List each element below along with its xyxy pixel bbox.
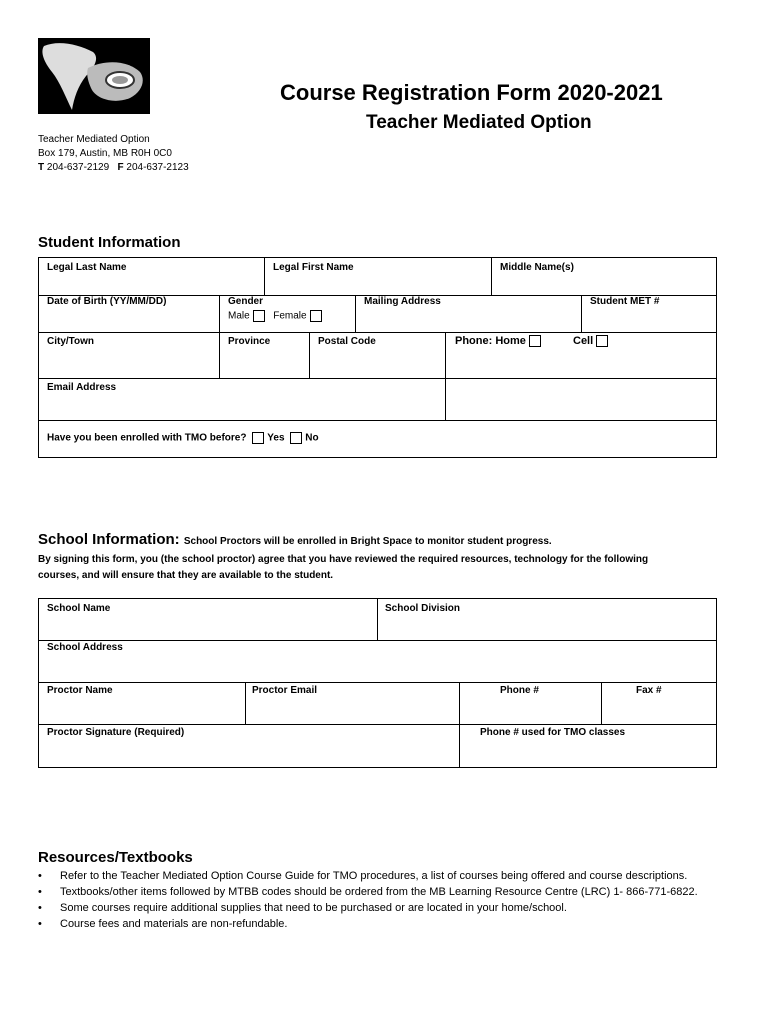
proctor-phone-field[interactable]: Phone # xyxy=(500,685,539,696)
school-section-heading xyxy=(38,531,552,548)
form-subtitle: Teacher Mediated Option xyxy=(366,112,592,133)
tmo-phone-field[interactable]: Phone # used for TMO classes xyxy=(480,727,626,738)
org-address: Box 179, Austin, MB R0H 0C0 xyxy=(38,148,172,159)
male-checkbox[interactable] xyxy=(253,310,265,322)
school-name-field[interactable]: School Name xyxy=(47,603,111,614)
org-phone: 204-637-2129 xyxy=(46,162,110,173)
gender-options xyxy=(228,310,325,322)
enrolled-question xyxy=(47,432,319,444)
enrolled-yes-checkbox[interactable] xyxy=(252,432,264,444)
list-item: • Some courses require additional supplies that need to be purchased or are located in your home/school. xyxy=(38,900,698,916)
resources-list xyxy=(38,868,698,932)
home-phone-checkbox[interactable] xyxy=(529,335,541,347)
school-address-field[interactable]: School Address xyxy=(47,642,123,653)
fax-prefix: F xyxy=(117,162,124,173)
org-contact xyxy=(38,162,189,173)
gender-label: Gender xyxy=(228,296,264,307)
dob-field[interactable]: Date of Birth (YY/MM/DD) xyxy=(47,296,167,307)
cell-phone-label: Cell xyxy=(573,335,594,347)
list-item: • Textbooks/other items followed by MTBB codes should be ordered from the MB Learning Resource Centre (LRC) 1- 866-771-6822. xyxy=(38,884,698,900)
list-item: • Refer to the Teacher Mediated Option Course Guide for TMO procedures, a list of courses being offered and course descriptions. xyxy=(38,868,698,884)
female-checkbox[interactable] xyxy=(310,310,322,322)
cell-phone-checkbox[interactable] xyxy=(596,335,608,347)
proctor-name-field[interactable]: Proctor Name xyxy=(47,685,113,696)
enrolled-yes-label: Yes xyxy=(267,432,285,444)
school-logo xyxy=(38,38,150,114)
legal-last-name-field[interactable]: Legal Last Name xyxy=(47,262,127,273)
proctor-agreement-line1: By signing this form, you (the school proctor) agree that you have reviewed the required resources, technology for the following xyxy=(38,554,649,565)
school-heading-note: School Proctors will be enrolled in Bright Space to monitor student progress. xyxy=(183,536,552,547)
cell-phone-field xyxy=(573,335,611,347)
org-fax: 204-637-2123 xyxy=(126,162,189,173)
form-title: Course Registration Form 2020-2021 xyxy=(280,80,663,105)
city-town-field[interactable]: City/Town xyxy=(47,336,95,347)
phone-prefix: T xyxy=(38,162,45,173)
province-field[interactable]: Province xyxy=(228,336,271,347)
email-address-field[interactable]: Email Address xyxy=(47,382,117,393)
proctor-agreement-line2: courses, and will ensure that they are available to the student. xyxy=(38,570,334,581)
home-phone-label: Phone: Home xyxy=(455,335,526,347)
home-phone-field xyxy=(455,335,544,347)
school-heading-text: School Information: xyxy=(38,531,180,548)
student-section-heading: Student Information xyxy=(38,234,181,251)
org-name: Teacher Mediated Option xyxy=(38,134,150,145)
female-label: Female xyxy=(273,310,307,322)
mailing-address-field[interactable]: Mailing Address xyxy=(364,296,441,307)
legal-first-name-field[interactable]: Legal First Name xyxy=(273,262,354,273)
enrolled-no-checkbox[interactable] xyxy=(290,432,302,444)
enrolled-question-label: Have you been enrolled with TMO before? xyxy=(47,432,247,444)
proctor-email-field[interactable]: Proctor Email xyxy=(252,685,318,696)
school-division-field[interactable]: School Division xyxy=(385,603,461,614)
resources-heading: Resources/Textbooks xyxy=(38,849,193,866)
male-label: Male xyxy=(228,310,250,322)
list-item: • Course fees and materials are non-refundable. xyxy=(38,916,698,932)
enrolled-no-label: No xyxy=(305,432,319,444)
student-info-table xyxy=(38,257,717,458)
middle-name-field[interactable]: Middle Name(s) xyxy=(500,262,574,273)
proctor-signature-field[interactable]: Proctor Signature (Required) xyxy=(47,727,185,738)
student-met-field[interactable]: Student MET # xyxy=(590,296,660,307)
postal-code-field[interactable]: Postal Code xyxy=(318,336,376,347)
proctor-fax-field[interactable]: Fax # xyxy=(636,685,662,696)
